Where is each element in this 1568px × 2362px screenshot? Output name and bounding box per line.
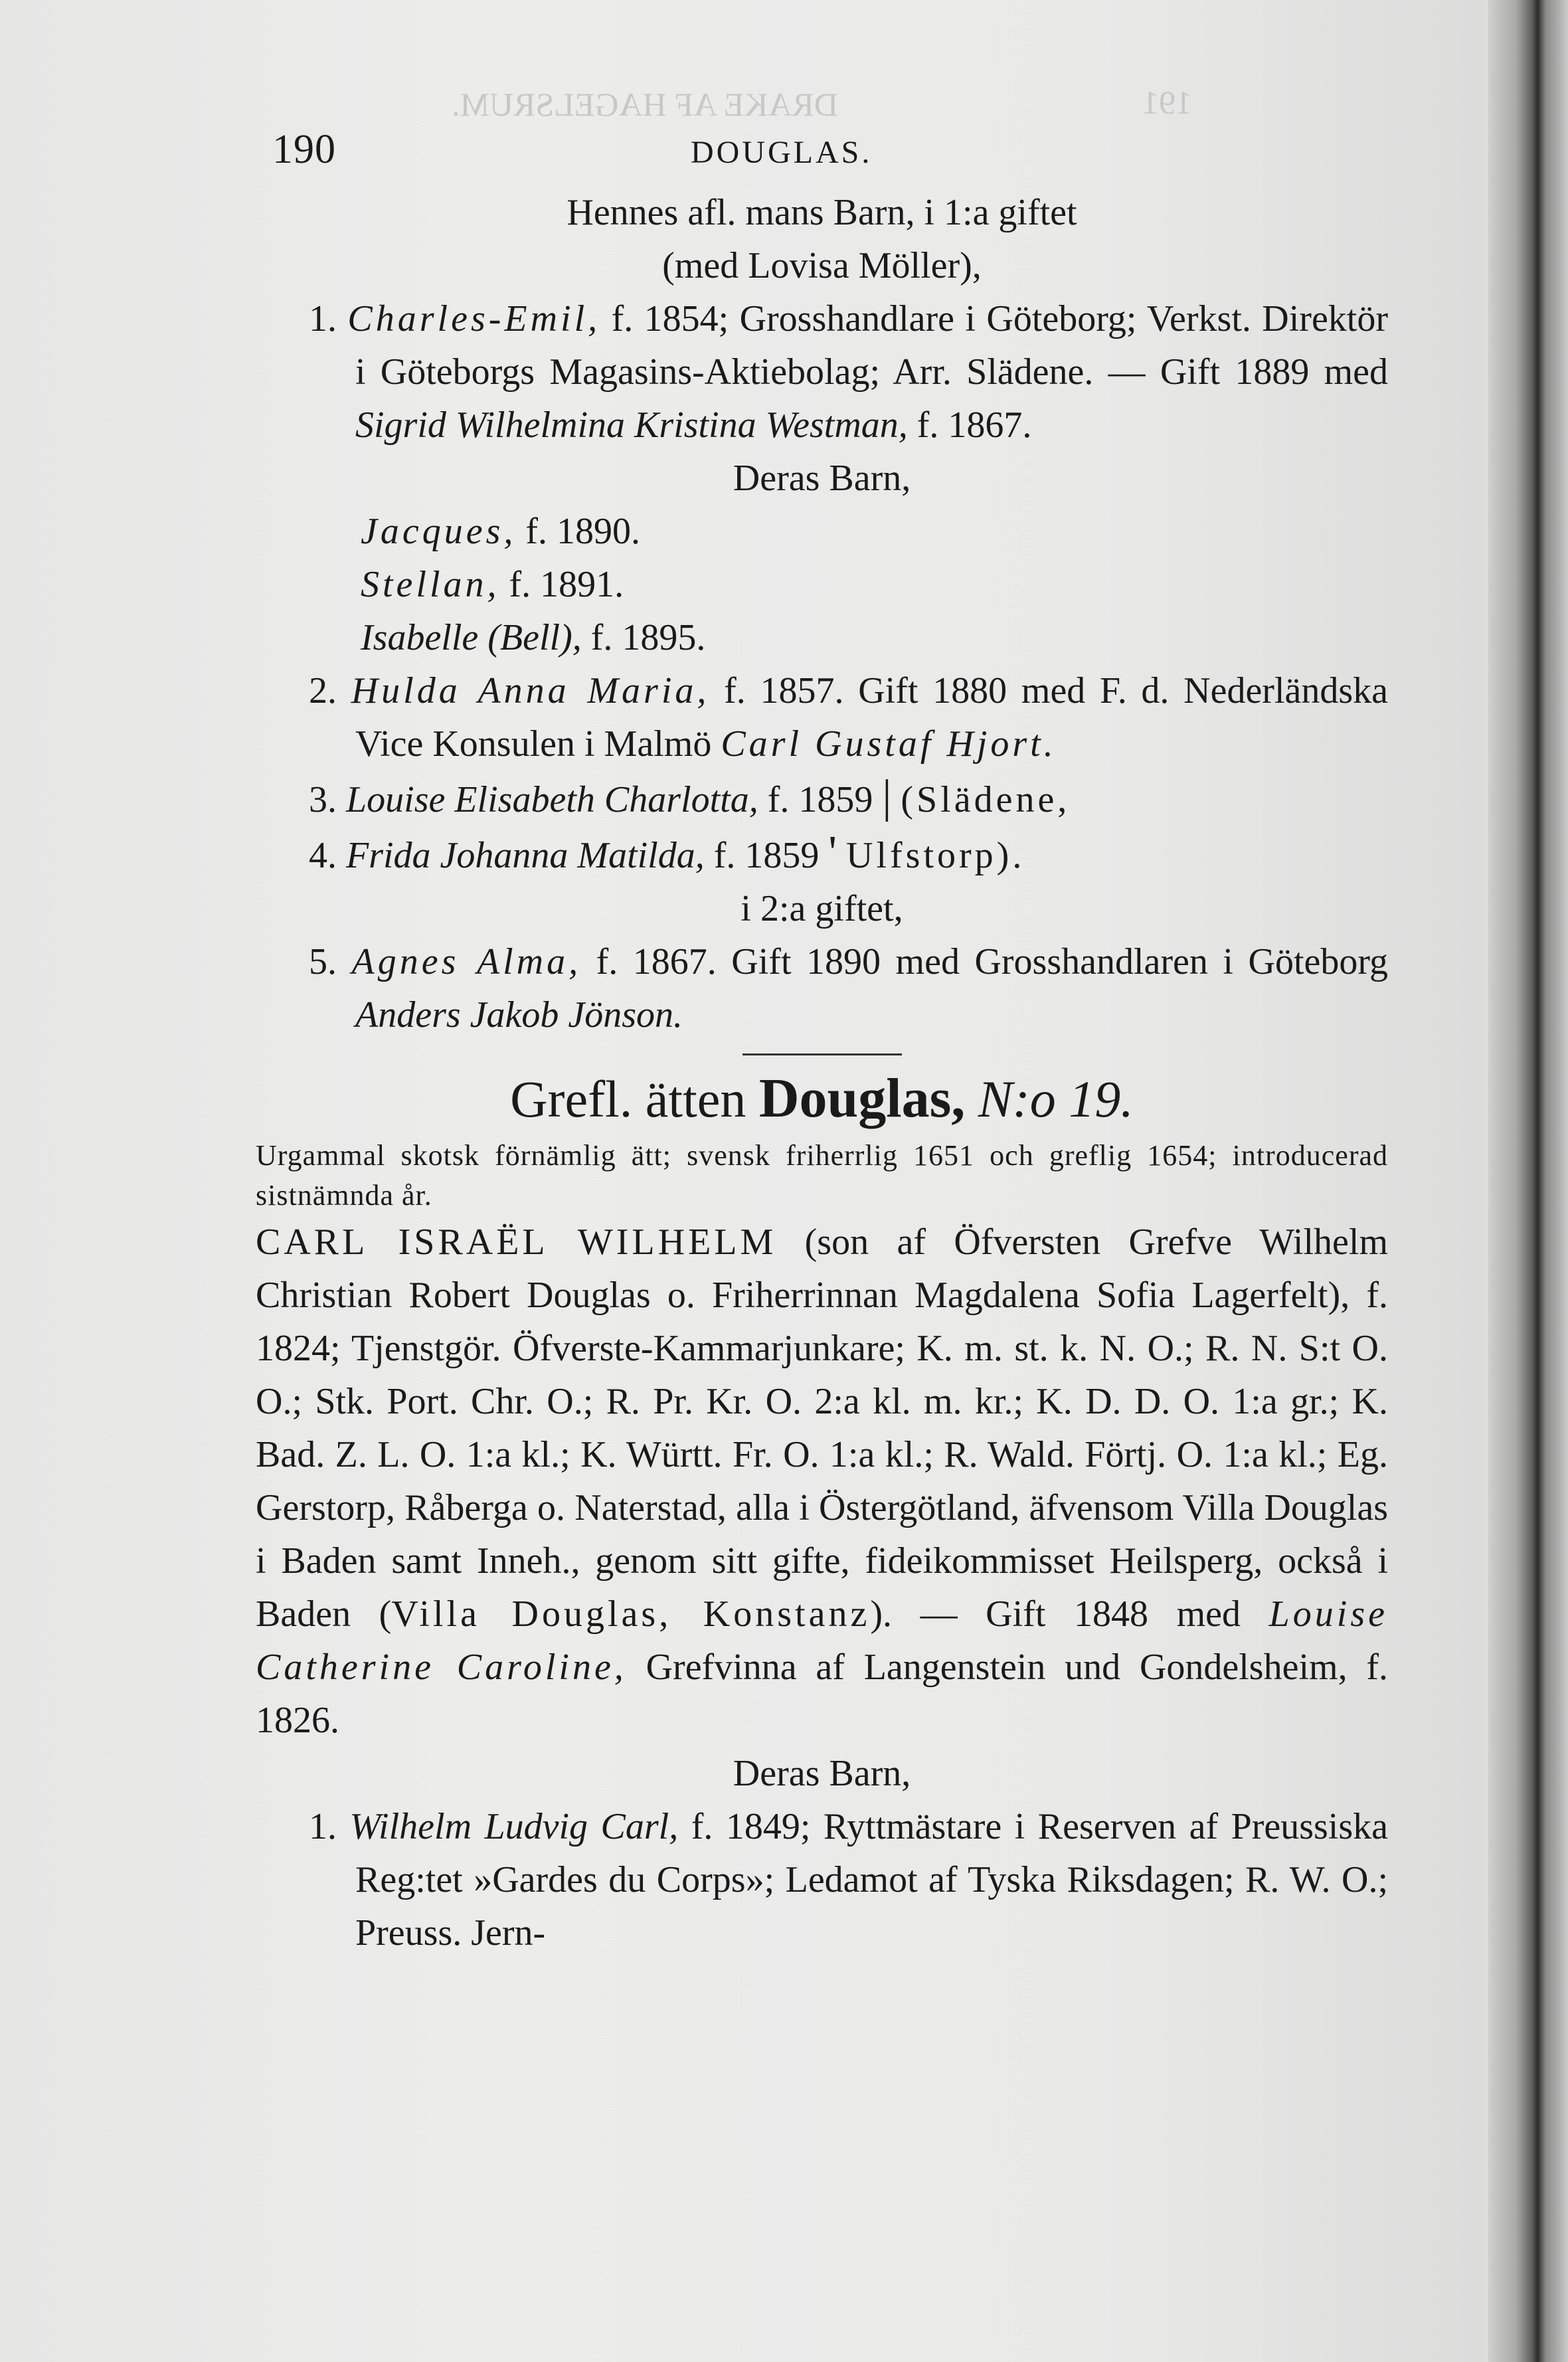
family-intro: Urgammal skotsk förnämlig ätt; svensk friherrlig 1651 och greflig 1654; introducerad sistnämnda år.: [256, 1139, 1388, 1212]
child-number: 3.: [309, 779, 337, 820]
deras-barn-heading: Deras Barn,: [733, 458, 911, 499]
head-of-family-entry: [256, 1216, 1388, 1747]
children-first-marriage-heading: Hennes afl. mans Barn, i 1:a giftet: [566, 192, 1077, 233]
section-title: [256, 1062, 1388, 1136]
head-name: CARL ISRAËL WILHELM: [256, 1222, 777, 1263]
section-divider: [742, 1053, 902, 1055]
child-number: 1.: [309, 298, 337, 339]
spouse-name: Carl Gustaf Hjort.: [721, 723, 1057, 765]
child-born: f. 1859: [767, 779, 873, 820]
head-text-cont: ). — Gift 1848 med: [870, 1593, 1241, 1635]
child-number: 2.: [309, 670, 337, 711]
child-name: Frida Johanna Matilda,: [346, 835, 705, 876]
villa-name: Villa Douglas, Konstanz: [391, 1593, 871, 1635]
bleed-through-heading: DRAKE AF HAGELSRUM.: [452, 86, 839, 123]
spouse-name: Sigrid Wilhelmina Kristina Westman,: [355, 405, 908, 446]
son-number: 1.: [309, 1806, 337, 1847]
child-name: Agnes Alma,: [351, 941, 582, 982]
head-spouse-text: Grefvinna af Langenstein und Gondelsheim, f. 1826.: [256, 1647, 1389, 1741]
grandchild-name: Isabelle (Bell),: [361, 617, 582, 658]
section-title-prefix: Grefl. ätten: [510, 1070, 746, 1128]
grandchild-name: Stellan,: [361, 564, 500, 605]
grandchild-born: f. 1890.: [525, 511, 641, 552]
son-entry-1: [256, 1800, 1388, 1959]
family-number: N:o 19.: [978, 1070, 1134, 1128]
running-head: DOUGLAS.: [691, 135, 873, 170]
child-note: (Slädene,: [901, 779, 1071, 820]
spouse-born: f. 1867.: [916, 405, 1032, 446]
child-entry-1: [256, 292, 1388, 452]
child-text: f. 1867. Gift 1890 med Grosshandlaren i Göteborg: [596, 941, 1388, 982]
grandchild-born: f. 1895.: [590, 617, 706, 658]
grandchild-entry-3: [256, 611, 1388, 664]
child-entry-3: [256, 771, 1388, 826]
head-spouse-name: Louise Catherine Caroline,: [256, 1593, 1388, 1688]
grandchild-entry-2: [256, 558, 1388, 611]
page-number: 190: [272, 127, 336, 172]
grandchild-name: Jacques,: [361, 511, 517, 552]
grandchild-entry-1: [256, 505, 1388, 558]
brace-glyph: |: [882, 771, 892, 822]
child-text: f. 1854; Grosshandlare i Göteborg; Verkst. Direktör i Göteborgs Magasins-Aktiebolag; Arr. Slädene. — Gift 1889 med: [355, 298, 1389, 393]
son-text: f. 1849; Ryttmästare i Reserven af Preussiska Reg:tet »Gardes du Corps»; Ledamot af Tyska Riksdagen; R. W. O.; Preuss. Jern-: [355, 1806, 1389, 1953]
binding-gutter: [1488, 0, 1568, 2362]
bleed-through-page-number: 191: [1142, 84, 1192, 121]
grandchild-born: f. 1891.: [509, 564, 624, 605]
child-number: 5.: [309, 941, 337, 982]
deras-barn-heading: Deras Barn,: [733, 1753, 911, 1794]
child-name: Hulda Anna Maria,: [351, 670, 710, 711]
child-note: Ulfstorp).: [846, 835, 1025, 876]
first-wife-line: (med Lovisa Möller),: [662, 245, 982, 286]
child-entry-5: [256, 935, 1388, 1042]
brace-glyph: ': [828, 827, 837, 878]
spouse-name: Anders Jakob Jönson.: [355, 994, 683, 1036]
son-name: Wilhelm Ludvig Carl,: [349, 1806, 679, 1847]
head-text: (son af Öfversten Grefve Wilhelm Christian Robert Douglas o. Friherrinnan Magdalena Sofia Lagerfelt), f. 1824; Tjenstgör. Öfverste-Kammarjunkare; K. m. st. k. N. O.; R. N. S:t O. O.; Stk. Port. Chr. O.; R. Pr. Kr. O. 2:a kl. m. kr.; K. D. D. O. 1:a gr.; K. Bad. Z. L. O. 1:a kl.; K. Württ. Fr. O. 1:a kl.; R. Wald. Förtj. O. 1:a kl.; Eg. Gerstorp, Råberga o. Naterstad, alla i Östergötland, äfvensom Villa Douglas i Baden samt Inneh., genom sitt gifte, fideikommisset Heilsperg, också i Baden (: [256, 1222, 1389, 1635]
children-second-marriage-heading: i 2:a giftet,: [740, 888, 903, 929]
child-born: f. 1859: [713, 835, 820, 876]
family-name: Douglas,: [758, 1067, 966, 1129]
child-number: 4.: [309, 835, 337, 876]
child-text: f. 1857. Gift 1880 med F. d. Nederländska Vice Konsulen i Malmö: [355, 670, 1389, 765]
child-entry-2: [256, 664, 1388, 771]
page-header: [256, 126, 1388, 186]
child-name: Louise Elisabeth Charlotta,: [346, 779, 758, 820]
child-entry-4: [256, 826, 1388, 882]
page-content: [256, 126, 1388, 1959]
child-name: Charles-Emil,: [347, 298, 601, 339]
